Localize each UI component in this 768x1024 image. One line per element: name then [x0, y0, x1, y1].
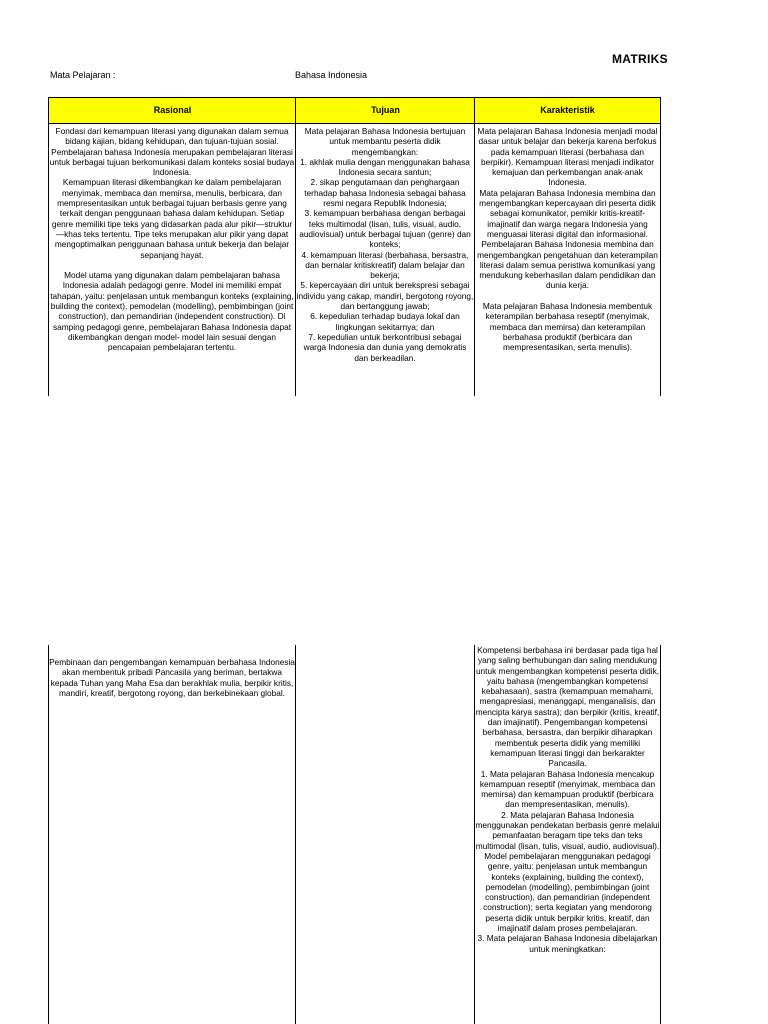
table-header: [48, 97, 661, 124]
table-cell-rasional: Pembinaan dan pengembangan kemampuan berbahasa Indonesia akan membentuk pribadi Pancasila yang beriman, bertakwa kepada Tuhan yang Maha Esa dan berakhlak mulia, berpikir kritis, mandiri, kreatif, bergotong royong, dan berkebinekaan global.: [49, 657, 295, 698]
table-cell-karakteristik: Kompetensi berbahasa ini berdasar pada tiga hal yang saling berhubungan dan saling mendukung untuk mengembangkan kompetensi peserta didik, yaitu bahasa (mengembangkan kompetensi kebahasaan), sastra (kemampuan memahami, mengapresiasi, menanggapi, menganalisis, dan mencipta karya sastra); dan berpikir (kritis, kreatif, dan imajinatif). Pengembangan kompetensi berbahasa, bersastra, dan berpikir diharapkan membentuk peserta didik yang memiliki kemampuan literasi tinggi dan berkarakter Pancasila. 1. Mata pelajaran Bahasa Indonesia mencakup kemampuan reseptif (menyimak, membaca dan memirsa) dan kemampuan produktif (berbicara dan mempresentasikan, menulis). 2. Mata pelajaran Bahasa Indonesia menggunakan pendekatan berbasis genre melalui pemanfaatan beragam tipe teks dan teks multimodal (lisan, tulis, visual, audio, audiovisual). Model pembelajaran menggunakan pedagogi genre, yaitu: penjelasan untuk membangun konteks (explaining, building the context), pemodelan (modelling), pembimbingan (joint construction), dan pemandirian (independent construction); serta kegiatan yang mendorong peserta didik untuk berpikir kritis, kreatif, dan imajinatif dalam proses pembelajaran. 3. Mata pelajaran Bahasa Indonesia dibelajarkan untuk meningkatkan:: [475, 645, 660, 954]
table-cell-tujuan: Mata pelajaran Bahasa Indonesia bertujuan untuk membantu peserta didik mengembangkan: 1. akhlak mulia dengan menggunakan bahasa Indonesia secara santun; 2. sikap pengutamaan dan penghargaan terhadap bahasa Indonesia sebagai bahasa resmi negara Republik Indonesia; 3. kemampuan berbahasa dengan berbagai teks multimodal (lisan, tulis, visual, audio, audiovisual) untuk berbagai tujuan (genre) dan konteks; 4. kemampuan literasi (berbahasa, bersastra, dan bernalar kritiskreatif) dalam belajar dan bekerja; 5. kepercayaan diri untuk berekspresi sebagai individu yang cakap, mandiri, bergotong royong, dan bertanggung jawab; 6. kepedulian terhadap budaya lokal dan lingkungan sekitarnya; dan 7. kepedulian untuk berkontribusi sebagai warga Indonesia dan dunia yang demokratis dan berkeadilan.: [296, 126, 474, 363]
column-header-rasional: Rasional: [153, 105, 192, 115]
column-header-karakteristik: Karakteristik: [540, 105, 595, 115]
table-divider-1-2: [295, 645, 296, 1024]
document-title: MATRIKS: [612, 52, 668, 66]
table-right-border-2: [660, 645, 661, 1024]
table-cell-karakteristik: Mata pelajaran Bahasa Indonesia menjadi modal dasar untuk belajar dan bekerja karena berfokus pada kemampuan literasi (berbahasa dan berpikir). Kemampuan literasi menjadi indikator kemajuan dan perkembangan anak-anak Indonesia. Mata pelajaran Bahasa Indonesia membina dan mengembangkan kepercayaan diri peserta didik sebagai komunikator, pemikir kritis-kreatif-imajinatif dan warga negara Indonesia yang menguasai literasi digital dan informasional. Pembelajaran Bahasa Indonesia membina dan mengembangkan pengetahuan dan keterampilan literasi dalam semua peristiwa komunikasi yang mendukung keberhasilan dalam pendidikan dan dunia kerja. Mata pelajaran Bahasa Indonesia membentuk keterampilan berbahasa reseptif (menyimak, membaca dan memirsa) dan keterampilan berbahasa produktif (berbicara dan mempresentasikan, serta menulis).: [477, 126, 658, 353]
table-right-border: [660, 124, 661, 396]
column-header-tujuan: Tujuan: [371, 105, 400, 115]
subject-label: Mata Pelajaran :: [50, 70, 116, 80]
table-cell-rasional: Fondasi dari kemampuan literasi yang digunakan dalam semua bidang kajian, bidang kehidupan, dan tujuan-tujuan sosial. Pembelajaran bahasa Indonesia merupakan pembelajaran literasi untuk berbagai tujuan berkomunikasi dalam konteks sosial budaya Indonesia. Kemampuan literasi dikembangkan ke dalam pembelajaran menyimak, membaca dan memirsa, menulis, berbicara, dan mempresentasikan untuk berbagai tujuan berbasis genre yang terkait dengan penggunaan bahasa dalam kehidupan. Setiap genre memiliki tipe teks yang didasarkan pada alur pikir—struktur—khas teks tertentu. Tipe teks merupakan alur pikir yang dapat mengoptimalkan penggunaan bahasa untuk bekerja dan belajar sepanjang hayat. Model utama yang digunakan dalam pembelajaran bahasa Indonesia adalah pedagogi genre. Model ini memiliki empat tahapan, yaitu: penjelasan untuk membangun konteks (explaining, building the context), pemodelan (modelling), pembimbingan (joint construction), dan pemandirian (independent construction). Di samping pedagogi genre, pembelajaran Bahasa Indonesia dapat dikembangkan dengan model- model lain sesuai dengan pencapaian pembelajaran tertentu.: [49, 126, 295, 353]
subject-value: Bahasa Indonesia: [295, 70, 368, 80]
